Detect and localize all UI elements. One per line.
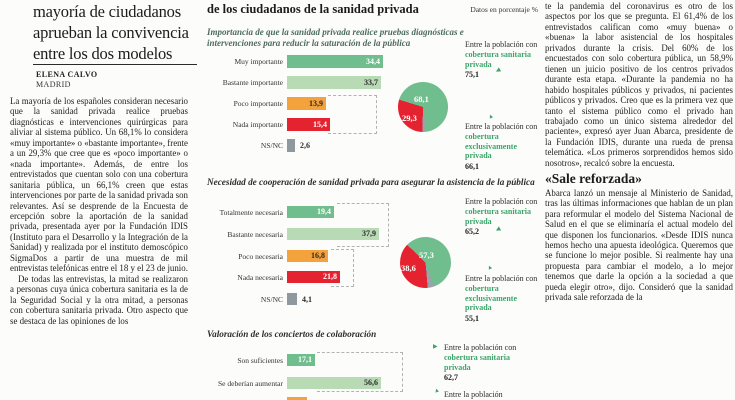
callout-prefix: Entre la población [444,390,503,399]
article-body-left [10,96,188,400]
bar-label: Muy importante [234,57,283,66]
bar-label: Bastante necesaria [227,230,283,239]
bar-value: 2,6 [300,141,310,150]
chart3-title: Valoración de los conciertos de colaboración [207,329,377,339]
article-headline [33,1,193,64]
pointer-icon: ▲ [433,387,441,395]
byline-author: ELENA CALVO [36,70,98,79]
right-article-column [545,0,733,400]
chart1-bar-row [207,97,540,110]
pointer-icon: ◀ [494,67,502,75]
bar-label: Totalmente necesaria [219,208,283,217]
bar-value: 13,9 [309,99,323,108]
chart1-title: Importancia de que la sanidad privada realice pruebas diagnósticas e intervenciones para reducir la saturación de la pública [207,27,464,48]
chart2-bar-row [207,250,540,262]
callout-value: 55,1 [465,314,479,324]
bar-value: 17,1 [298,355,312,364]
bar-value: 15,4 [313,120,327,129]
paragraph: te la pandemia del coronavirus es otro de los aspectos por los que se pregunta. El 61,4% de los entrevistados califican como «muy buena» o «buena» la labor asistencial de los hospitales privados durante la crisis. Del 60% de los encuestados con solo cobertura pública, un 58,9% tienen un juicio positivo de los centros privados durante esta etapa. «Durante la pandemia no ha habido hospitales públicos y privados, ni pacientes públicos y privados. Creo que es la primera vez que tanto el sistema público como el privado han trabajado como un único sistema alrededor del paciente», expresó ayer Juan Abarca, presidente de la Fundación IDIS, durante una rueda de prensa telemática. «Los primeros sorprendidos hemos sido nosotros», recalcó sobre la encuesta. [545,1,733,168]
pointer-icon: ▶ [433,344,438,350]
callout-value: 75,1 [465,70,479,80]
bar-value: 34,4 [366,57,380,66]
bar-label: Poco importante [233,99,283,108]
pointer-icon: ▲ [486,264,494,272]
callout [465,274,543,324]
infographic-unit-note: Datos en porcentaje % [470,5,538,14]
callout-value: 65,2 [465,227,479,237]
bar-value: 33,7 [364,78,378,87]
headline-line: entre los dos modelos [33,44,173,63]
paragraph: Abarca lanzó un mensaje al Ministerio de Sanidad, tras las últimas informaciones que hablan de un plan para reformular el modelo del Sistema Nacional de Salud en el que se eliminaría el actual modelo del que disponen los funcionarios. «Desde IDIS nunca hemos hecho una apuesta ideológica. Queremos que se funcione lo mejor posible. Si realmente hay una propuesta para cambiar el modelo, a lo mejor tenemos que darle la opción a la sociedad a que pueda elegir otro», dijo. Consideró que la sanidad privada sale reforzada de la [545,187,733,303]
callout [465,197,543,237]
bar [287,97,326,110]
left-article-column [10,0,188,400]
bar [287,293,297,305]
pie-value-green: 68,1 [414,94,429,104]
callout-highlight: cobertura sanitaria privada [465,49,531,69]
bar [287,76,381,89]
headline-line: mayoría de ciudadanos [33,2,181,21]
headline-divider [33,64,197,65]
callout-value: 62,7 [444,373,458,383]
bar [287,118,330,131]
callout [444,343,522,383]
headline-line: aprueban la convivencia [33,23,189,42]
infographic [207,0,540,400]
callout-prefix: Entre la población con [444,343,517,352]
chart2-title: Necesidad de cooperación de sanidad privada para asegurar la asistencia de la pública [207,177,535,187]
callout-prefix: Entre la población con [465,197,538,206]
callout-prefix: Entre la población con [465,274,538,283]
callout [465,40,543,80]
bar-value: 16,8 [311,251,325,260]
bar-value: 37,9 [362,229,376,238]
bar-label: Son suficientes [237,356,283,365]
bar-label: NS/NC [260,141,283,150]
article-subheading: «Sale reforzada» [545,171,642,187]
bar [287,55,383,68]
callout-highlight: cobertura sanitaria privada [465,206,531,226]
callout-prefix: Entre la población con [465,122,538,131]
callout-value: 66,1 [465,162,479,172]
bar-label: NS/NC [260,295,283,304]
pie-value-green: 57,3 [419,250,434,260]
bar-value: 19,4 [317,207,331,216]
bar-value: 4,1 [302,295,312,304]
infographic-title: de los ciudadanos de la sanidad privada [207,2,419,16]
bar-label: Poco necesaria [238,252,283,261]
callout-highlight: cobertura exclusivamente privada [465,131,517,161]
pie-value-red: 38,6 [401,263,416,273]
paragraph: La mayoría de los españoles consideran necesario que la sanidad privada realice pruebas diagnósticas e intervenciones quirúrgicas para aliviar al sistema público. Un 68,1% lo considera «muy importante» o «bastante importante», frente a un 29,3% que cree que es «poco importante» o «nada importante». Además, de entre los entrevistados que cuentan solo con una cobertura sanitaria pública, un 66,1% creen que estas intervenciones por parte de la sanidad privada son relevantes. Así se desprende de la Encuesta de ercepción sobre la aportación de la sanidad privada, presentada ayer por la Fundación IDIS (Instituto para el Desarrollo y la Integración de la Sanidad) y realizada por el instituto demoscópico SigmaDos a partir de una muestra de mil entrevistas telefónicas entre el 18 y el 23 de junio. [10,96,188,274]
pointer-icon: ◀ [494,226,502,234]
paragraph: De todas las entrevistas, la mitad se realizaron a personas cuya única cobertura sanitaria es la de la Seguridad Social y la otra mitad, a personas con cobertura sanitaria privada. Otro aspecto que se destaca de las opiniones de los [10,273,188,326]
chart1-pie [398,82,448,132]
bar-label: Bastante importante [222,78,283,87]
bar [287,354,315,366]
byline-location: MADRID [36,80,71,89]
bar [287,271,340,283]
callout-highlight: cobertura sanitaria privada [444,352,510,372]
bar-value: 56,6 [364,378,378,387]
pie-value-red: 29,3 [402,113,417,123]
bar [287,228,379,240]
bar [287,139,295,152]
callout-prefix: Entre la población con [465,40,538,49]
pointer-icon: ▲ [487,113,495,121]
callout [444,390,522,400]
bar-label: Nada importante [232,120,283,129]
callout-highlight: cobertura exclusivamente privada [465,283,517,313]
bar-label: Se deberían aumentar [218,379,283,388]
bar-label: Nada necesaria [237,273,283,282]
bar-value: 21,8 [323,272,337,281]
callout [465,122,543,172]
bar [287,377,381,389]
bar [287,250,328,262]
bar [287,206,334,218]
